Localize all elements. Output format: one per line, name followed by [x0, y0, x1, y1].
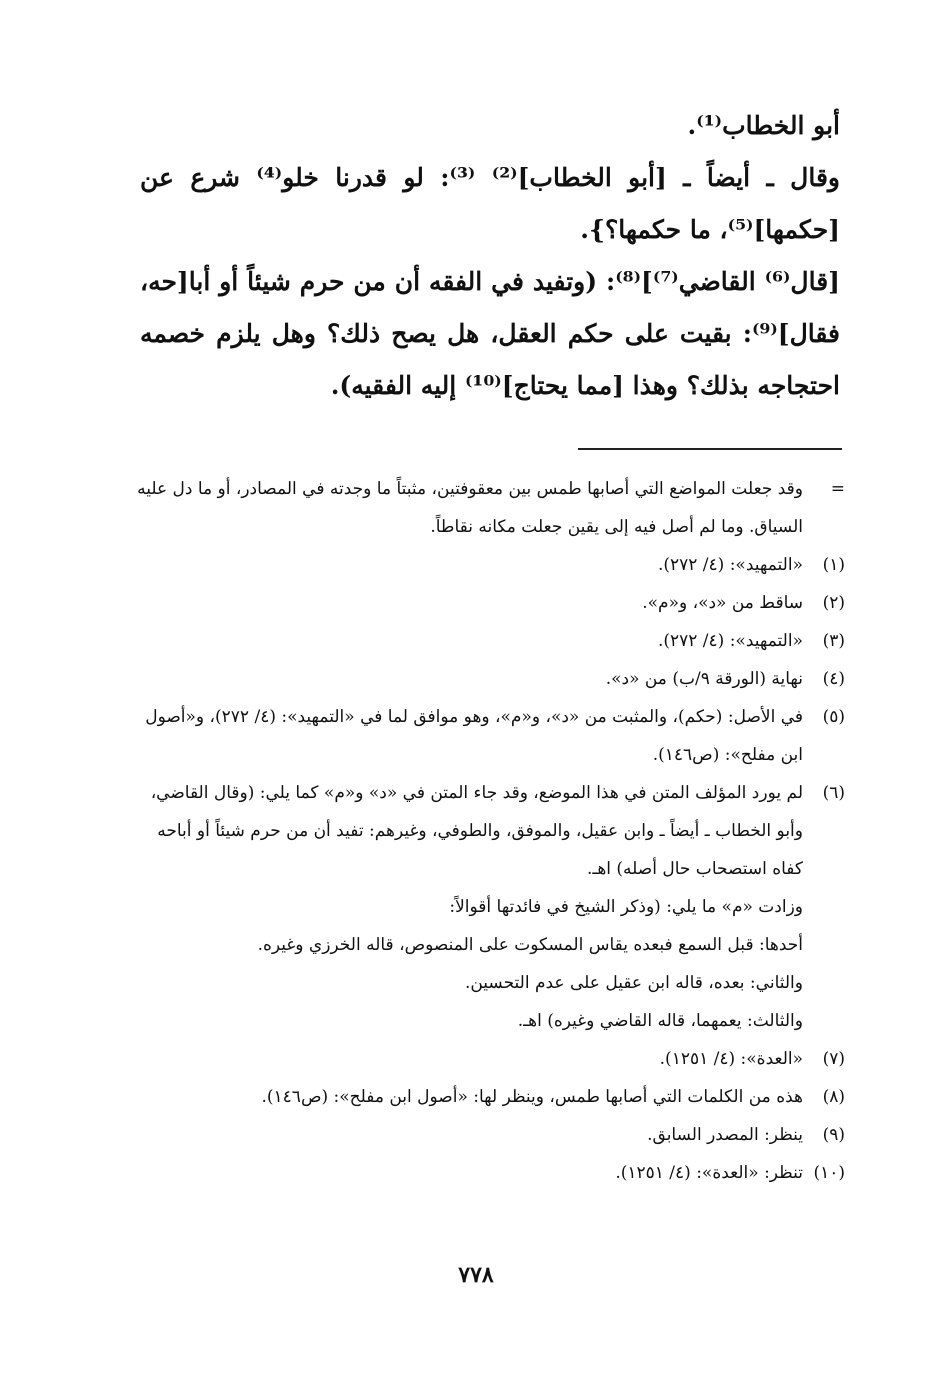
- footnote-text: هذه من الكلمات التي أصابها طمس، وينظر لها: «أصول ابن مفلح»: (ص١٤٦).: [261, 1087, 803, 1107]
- footnote-number: (٥): [822, 707, 845, 727]
- footnote-5: [135, 698, 845, 774]
- footnote-9: [135, 1116, 845, 1154]
- footnote-text: «التمهيد»: (٤/ ٢٧٢).: [657, 555, 803, 575]
- footnote-10: [135, 1154, 845, 1192]
- main-text: [140, 100, 840, 412]
- footnote-1: [135, 546, 845, 584]
- footnote-number: (١٠): [813, 1163, 845, 1183]
- footnote-6-line-3: والثالث: يعمهما، قاله القاضي وغيره) اهـ.: [517, 1011, 803, 1031]
- footnote-8: [135, 1078, 845, 1116]
- footnote-text: ينظر: المصدر السابق.: [647, 1125, 803, 1145]
- footnote-number: (٤): [822, 669, 845, 689]
- footnote-6: [135, 774, 845, 1040]
- footnote-text: في الأصل: (حكم)، والمثبت من «د»، و«م»، وهو موافق لما في «التمهيد»: (٤/ ٢٧٢)، و«أصول ابن مفلح»: (ص١٤٦).: [145, 707, 803, 765]
- footnote-2: [135, 584, 845, 622]
- main-paragraph-2: وقال ـ أيضاً ـ [أبو الخطاب]⁽²⁾ ⁽³⁾: لو قدرنا خلو⁽⁴⁾ شرع عن [حكمها]⁽⁵⁾، ما حكمها؟}.: [140, 163, 840, 244]
- page-number: ٧٧٨: [458, 1262, 494, 1288]
- footnote-continuation-marker: =: [830, 479, 845, 499]
- footnote-7: [135, 1040, 845, 1078]
- footnote-number: (٦): [822, 783, 845, 803]
- footnote-4: [135, 660, 845, 698]
- footnote-number: (٧): [822, 1049, 845, 1069]
- footnote-text: نهاية (الورقة ٩/ب) من «د».: [605, 669, 803, 689]
- footnote-separator: [578, 448, 842, 450]
- footnote-number: (٨): [822, 1087, 845, 1107]
- footnote-text: لم يورد المؤلف المتن في هذا الموضع، وقد جاء المتن في «د» و«م» كما يلي: (وقال القاضي، وأبو الخطاب ـ أيضاً ـ وابن عقيل، والموفق، والطوفي، وغيرهم: تفيد أن من حرم شيئاً أو أباحه كفاه استصحاب حال أصله) اهـ.: [150, 783, 803, 879]
- footnote-continuation: [135, 470, 845, 546]
- footnotes: [135, 470, 845, 1192]
- footnote-number: (٢): [822, 593, 845, 613]
- footnote-text: «التمهيد»: (٤/ ٢٧٢).: [657, 631, 803, 651]
- main-paragraph-1: أبو الخطاب⁽¹⁾.: [687, 111, 840, 140]
- footnote-continuation-text: وقد جعلت المواضع التي أصابها طمس بين معقوفتين، مثبتاً ما وجدته في المصادر، أو ما دل عليه السياق. وما لم أصل فيه إلى يقين جعلت مكانه نقاطاً.: [137, 479, 803, 537]
- footnote-text: ساقط من «د»، و«م».: [642, 593, 803, 613]
- footnote-number: (٩): [822, 1125, 845, 1145]
- footnote-text: «العدة»: (٤/ ١٢٥١).: [659, 1049, 803, 1069]
- footnote-number: (١): [822, 555, 845, 575]
- footnote-6-line-2: والثاني: بعده، قاله ابن عقيل على عدم التحسين.: [464, 973, 803, 993]
- footnote-6-line-1: أحدها: قبل السمع فبعده يقاس المسكوت على المنصوص، قاله الخرزي وغيره.: [257, 935, 803, 955]
- main-paragraph-3: [قال⁽⁶⁾ القاضي⁽⁷⁾]⁽⁸⁾: (وتفيد في الفقه أن من حرم شيئاً أو أبا[حه، فقال]⁽⁹⁾: بقيت على حكم العقل، هل يصح ذلك؟ وهل يلزم خصمه احتجاجه بذلك؟ وهذا [مما يحتاج]⁽¹⁰⁾ إليه الفقيه).: [140, 267, 840, 400]
- footnote-text: تنظر: «العدة»: (٤/ ١٢٥١).: [615, 1163, 803, 1183]
- footnote-6-intro: وزادت «م» ما يلي: (وذكر الشيخ في فائدتها أقوالاً:: [449, 897, 803, 917]
- footnote-3: [135, 622, 845, 660]
- footnote-number: (٣): [822, 631, 845, 651]
